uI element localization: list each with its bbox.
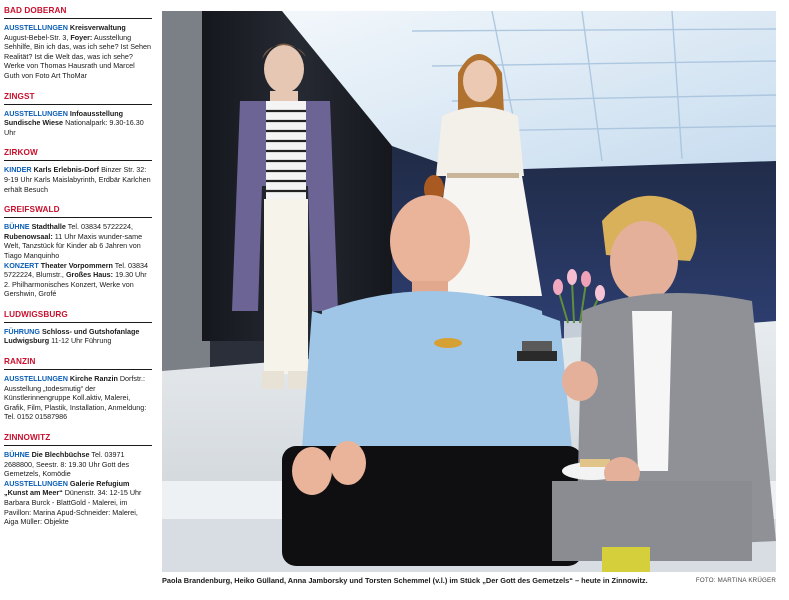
category-label: AUSSTELLUNGEN (4, 108, 68, 118)
entry-bold: Großes Haus: (65, 270, 114, 280)
listing-entry (4, 479, 152, 527)
listing-entry (4, 450, 152, 479)
venue-title: Kirche Ranzin (69, 374, 118, 384)
region-heading: ZINGST (4, 92, 152, 105)
event-listings (4, 6, 152, 531)
category-label: AUSSTELLUNGEN (4, 478, 68, 488)
venue-title: Galerie Refugium „Kunst am Meer“ (4, 478, 130, 498)
venue-title: Karls Erlebnis-Dorf (33, 165, 100, 175)
entry-text: Tel. 03834 5722224, Blumstr., (4, 260, 148, 280)
region-heading: BAD DOBERAN (4, 6, 152, 19)
category-label: BÜHNE (4, 450, 30, 460)
region-heading: LUDWIGSBURG (4, 310, 152, 323)
venue-title: Stadthalle (31, 222, 66, 232)
region-heading: ZINNOWITZ (4, 433, 152, 446)
entry-text: Dünenstr. 34: 12-15 Uhr Barbara Burck - BlattGold - Malerei, im Pavillon: Marina Apud-Schneider: Malerei, Aiga Müller: Objekte (4, 488, 142, 527)
listing-entry (4, 374, 152, 422)
entry-text: Nationalpark: 9.30-16.30 Uhr (4, 118, 144, 137)
venue-title: Schloss- und Gutshofanlage Ludwigsburg (4, 326, 140, 346)
entry-text: Ausstellung Sehhilfe, Bin ich das, was ich sehe? Ist Sehen Realität? Ist die Welt das, was ich sehe? Werke von Thomas Hausrath und Marcel Guth von Foto Art ThoMar (4, 32, 152, 80)
listing-entry (4, 165, 152, 194)
entry-text: Tel. 03834 5722224, (67, 222, 133, 232)
stage-photo-illustration (162, 11, 776, 572)
entry-text: 11 Uhr Maxis wunder-same Welt, Tanzstück für Kinder ab 6 Jahren von Tiago Manquinho (4, 231, 143, 260)
listing-entry (4, 261, 152, 299)
photo-credit: FOTO: MARTINA KRÜGER (695, 577, 776, 584)
category-label: BÜHNE (4, 222, 30, 232)
entry-bold: Foyer: (70, 32, 93, 42)
venue-title: Kreisverwaltung (69, 23, 126, 32)
venue-title: Die Blechbüchse (31, 450, 90, 460)
listing-entry (4, 109, 152, 138)
section-zirkow (4, 148, 152, 194)
entry-text: Dorfstr.: Ausstellung „todesmutig“ der Künstlerinnengruppe Koll.aktiv, Malerei, Grafik, Film, Plastik, Installation, Anmeldung: Tel. 0152 01587986 (4, 374, 147, 422)
region-heading: GREIFSWALD (4, 205, 152, 218)
section-bad-doberan (4, 6, 152, 81)
listing-entry (4, 327, 152, 346)
region-heading: RANZIN (4, 357, 152, 370)
stage-photo (162, 11, 776, 572)
entry-text: 11-12 Uhr Führung (51, 336, 112, 346)
category-label: FÜHRUNG (4, 326, 40, 336)
listing-entry (4, 23, 152, 81)
venue-title: Infoausstellung Sundische Wiese (4, 108, 124, 128)
listing-entry (4, 222, 152, 260)
section-zinnowitz (4, 433, 152, 527)
section-greifswald (4, 205, 152, 299)
region-heading: ZIRKOW (4, 148, 152, 161)
entry-text: 19.30 Uhr 2. Philharmonisches Konzert, Werke von Gershwin, Grofé (4, 270, 147, 299)
section-ludwigsburg (4, 310, 152, 346)
section-zingst (4, 92, 152, 138)
section-ranzin (4, 357, 152, 422)
entry-text: Tel. 03971 2688800, Seestr. 8: 19.30 Uhr Gott des Gemetzels, Komödie (4, 450, 130, 479)
entry-bold: Rubenowsaal: (4, 231, 53, 241)
category-label: KINDER (4, 165, 32, 175)
category-label: AUSSTELLUNGEN (4, 374, 68, 384)
entry-text: Binzer Str. 32: 9-19 Uhr Karls Maislabyrinth, Erdbär Karlchen erhält Besuch (4, 165, 151, 194)
venue-title: Theater Vorpommern (40, 260, 113, 270)
photo-caption (162, 576, 776, 585)
category-label: KONZERT (4, 260, 39, 270)
caption-text: Paola Brandenburg, Heiko Gülland, Anna Jamborsky und Torsten Schemmel (v.l.) im Stück „Der Gott des Gemetzels“ – heute in Zinnowitz. (162, 576, 648, 585)
entry-text: August-Bebel-Str. 3, (4, 32, 69, 42)
category-label: AUSSTELLUNGEN (4, 23, 68, 32)
